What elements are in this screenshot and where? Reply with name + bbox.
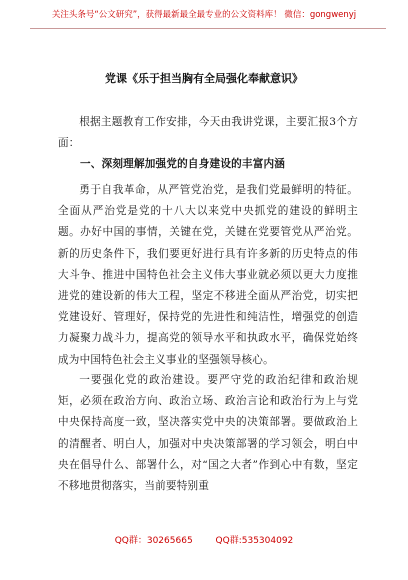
- header-divider: [30, 28, 386, 29]
- body-paragraph: 勇于自我革命，从严管党治党，是我们党最鲜明的特征。全面从严治党是党的十八大以来党中央抓党的建设的鲜明主题。办好中国的事情，关键在党，关键在党要管党从严治党。新的历史条件下，我们要更好进行具有许多新的历史特点的伟大斗争、推进中国特色社会主义伟大事业就必须以更大力度推进党的建设新的伟大工程，坚定不移进全面从严治党，切实把党建设好、管理好，保持党的先进性和纯洁性，增强党的创造力凝聚力战斗力，提高党的领导水平和执政水平，确保党始终成为中国特色社会主义事业的坚强领导核心。: [58, 184, 358, 366]
- section-heading: 一、深刻理解加强党的自身建设的丰富内涵: [80, 158, 286, 170]
- header-notice: 关注头条号“公文研究”，获得最新最全最专业的公文资料库！ 微信：gongwenyj: [51, 10, 357, 20]
- body-paragraph-2: 一要强化党的政治建设。要严守党的政治纪律和政治规矩，必须在政治方向、政治立场、政治言论和政治行为上与党中央保持高度一致，坚决落实党中央的决策部署。要做政治上的清醒者、明白人，加强对中央决策部署的学习领会，明白中央在倡导什么、部署什么，对“国之大者”作到心中有数，坚定不移地贯彻落实，当前要特别重: [58, 374, 358, 493]
- page-footer: [0, 533, 408, 546]
- intro-paragraph: 根据主题教育工作安排，今天由我讲党课，主要汇报3个方面：: [58, 116, 358, 150]
- footer-qq-group-2: QQ群:535304092: [215, 536, 294, 546]
- document-title: 党课《乐于担当胸有全局强化奉献意识》: [105, 72, 303, 85]
- page-header: [0, 8, 408, 32]
- footer-qq-group-1: QQ群：30265665: [114, 536, 193, 546]
